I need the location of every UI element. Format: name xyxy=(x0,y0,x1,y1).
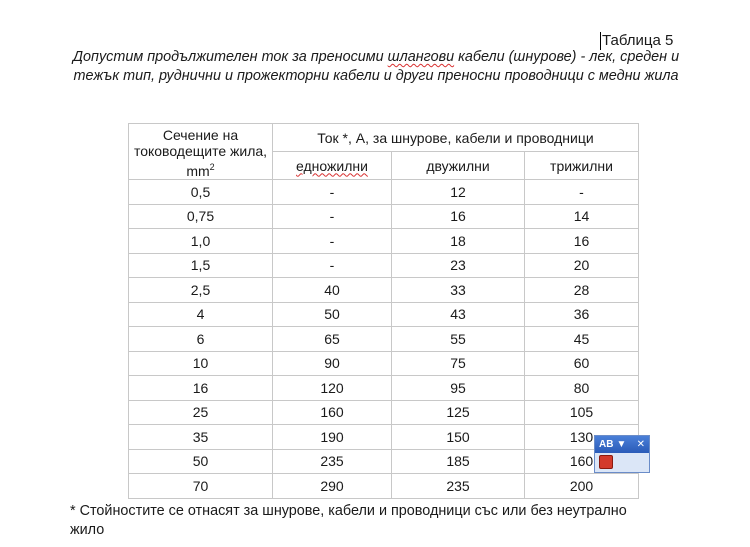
three-core-header: трижилни xyxy=(525,152,639,180)
table-row xyxy=(129,351,639,376)
table-cell: 1,5 xyxy=(129,253,273,278)
table-cell: 28 xyxy=(525,278,639,303)
table-cell: 160 xyxy=(525,449,639,474)
table-header-row xyxy=(129,124,639,152)
table-row xyxy=(129,180,639,205)
table-cell: 185 xyxy=(392,449,525,474)
table-row xyxy=(129,204,639,229)
table-cell: 4 xyxy=(129,302,273,327)
caption-text-2: кабели (шнурове) - лек, среден и тежък тип, руднични и прожекторни кабели и други преносни проводници с медни жила xyxy=(73,49,680,84)
table-row xyxy=(129,302,639,327)
table-cell: 20 xyxy=(525,253,639,278)
single-core-header xyxy=(273,152,392,180)
table-cell: 12 xyxy=(392,180,525,205)
cross-section-header-sup: 2 xyxy=(209,162,215,172)
caption-spellcheck-word[interactable]: шлангови xyxy=(387,49,455,65)
table-cell: 35 xyxy=(129,425,273,450)
table-cell: 235 xyxy=(392,474,525,499)
table-cell: 235 xyxy=(273,449,392,474)
footnote: * Стойностите се отнасят за шнурове, кабели и проводници със или без неутрално жило xyxy=(70,503,627,538)
table-cell: 120 xyxy=(273,376,392,401)
table-row xyxy=(129,400,639,425)
current-group-header: Ток *, А, за шнурове, кабели и проводници xyxy=(273,124,639,152)
current-table xyxy=(128,123,639,499)
table-row xyxy=(129,278,639,303)
table-cell: 10 xyxy=(129,351,273,376)
cross-section-header xyxy=(129,124,273,180)
autocorrect-options-widget[interactable] xyxy=(594,435,650,473)
table-cell: 190 xyxy=(273,425,392,450)
caption-text-1: Допустим продължителен ток за преносими xyxy=(72,49,388,65)
table-cell: 45 xyxy=(525,327,639,352)
autocorrect-icon[interactable] xyxy=(599,455,613,469)
table-row xyxy=(129,229,639,254)
table-cell: 2,5 xyxy=(129,278,273,303)
table-cell: 40 xyxy=(273,278,392,303)
widget-title-bar xyxy=(595,436,649,453)
table-row xyxy=(129,376,639,401)
close-icon[interactable]: ✕ xyxy=(636,439,645,450)
table-cell: - xyxy=(273,229,392,254)
table-cell: 25 xyxy=(129,400,273,425)
table-cell: - xyxy=(273,180,392,205)
table-cell: 14 xyxy=(525,204,639,229)
table-cell: 60 xyxy=(525,351,639,376)
table-cell: 1,0 xyxy=(129,229,273,254)
table-cell: 16 xyxy=(392,204,525,229)
table-cell: 70 xyxy=(129,474,273,499)
table-row xyxy=(129,474,639,499)
table-cell: 95 xyxy=(392,376,525,401)
table-row xyxy=(129,425,639,450)
table-cell: 6 xyxy=(129,327,273,352)
table-cell: 0,75 xyxy=(129,204,273,229)
table-cell: 80 xyxy=(525,376,639,401)
table-cell: 0,5 xyxy=(129,180,273,205)
table-cell: - xyxy=(273,204,392,229)
table-cell: 16 xyxy=(129,376,273,401)
chevron-down-icon[interactable]: ▼ xyxy=(616,439,627,450)
table-cell: 55 xyxy=(392,327,525,352)
table-cell: 130 xyxy=(525,425,639,450)
table-cell: 125 xyxy=(392,400,525,425)
cross-section-header-text: Сечение на тоководещите жила, mm xyxy=(133,127,268,179)
table-cell: 90 xyxy=(273,351,392,376)
table-caption xyxy=(70,48,682,85)
table-row xyxy=(129,327,639,352)
widget-ab-label: AB xyxy=(599,439,614,450)
table-cell: 290 xyxy=(273,474,392,499)
table-cell: 65 xyxy=(273,327,392,352)
table-row xyxy=(129,253,639,278)
table-cell: - xyxy=(525,180,639,205)
table-cell: 23 xyxy=(392,253,525,278)
table-cell: 43 xyxy=(392,302,525,327)
table-cell: 50 xyxy=(129,449,273,474)
table-cell: 105 xyxy=(525,400,639,425)
table-cell: 36 xyxy=(525,302,639,327)
table-cell: - xyxy=(273,253,392,278)
table-cell: 18 xyxy=(392,229,525,254)
two-core-header: двужилни xyxy=(392,152,525,180)
table-cell: 160 xyxy=(273,400,392,425)
single-core-header-text[interactable]: едножилни xyxy=(296,157,368,174)
table-cell: 16 xyxy=(525,229,639,254)
table-cell: 75 xyxy=(392,351,525,376)
table-number-label: Таблица 5 xyxy=(602,32,674,49)
table-cell: 33 xyxy=(392,278,525,303)
table-cell: 50 xyxy=(273,302,392,327)
table-cell: 150 xyxy=(392,425,525,450)
table-cell: 200 xyxy=(525,474,639,499)
table-row xyxy=(129,449,639,474)
